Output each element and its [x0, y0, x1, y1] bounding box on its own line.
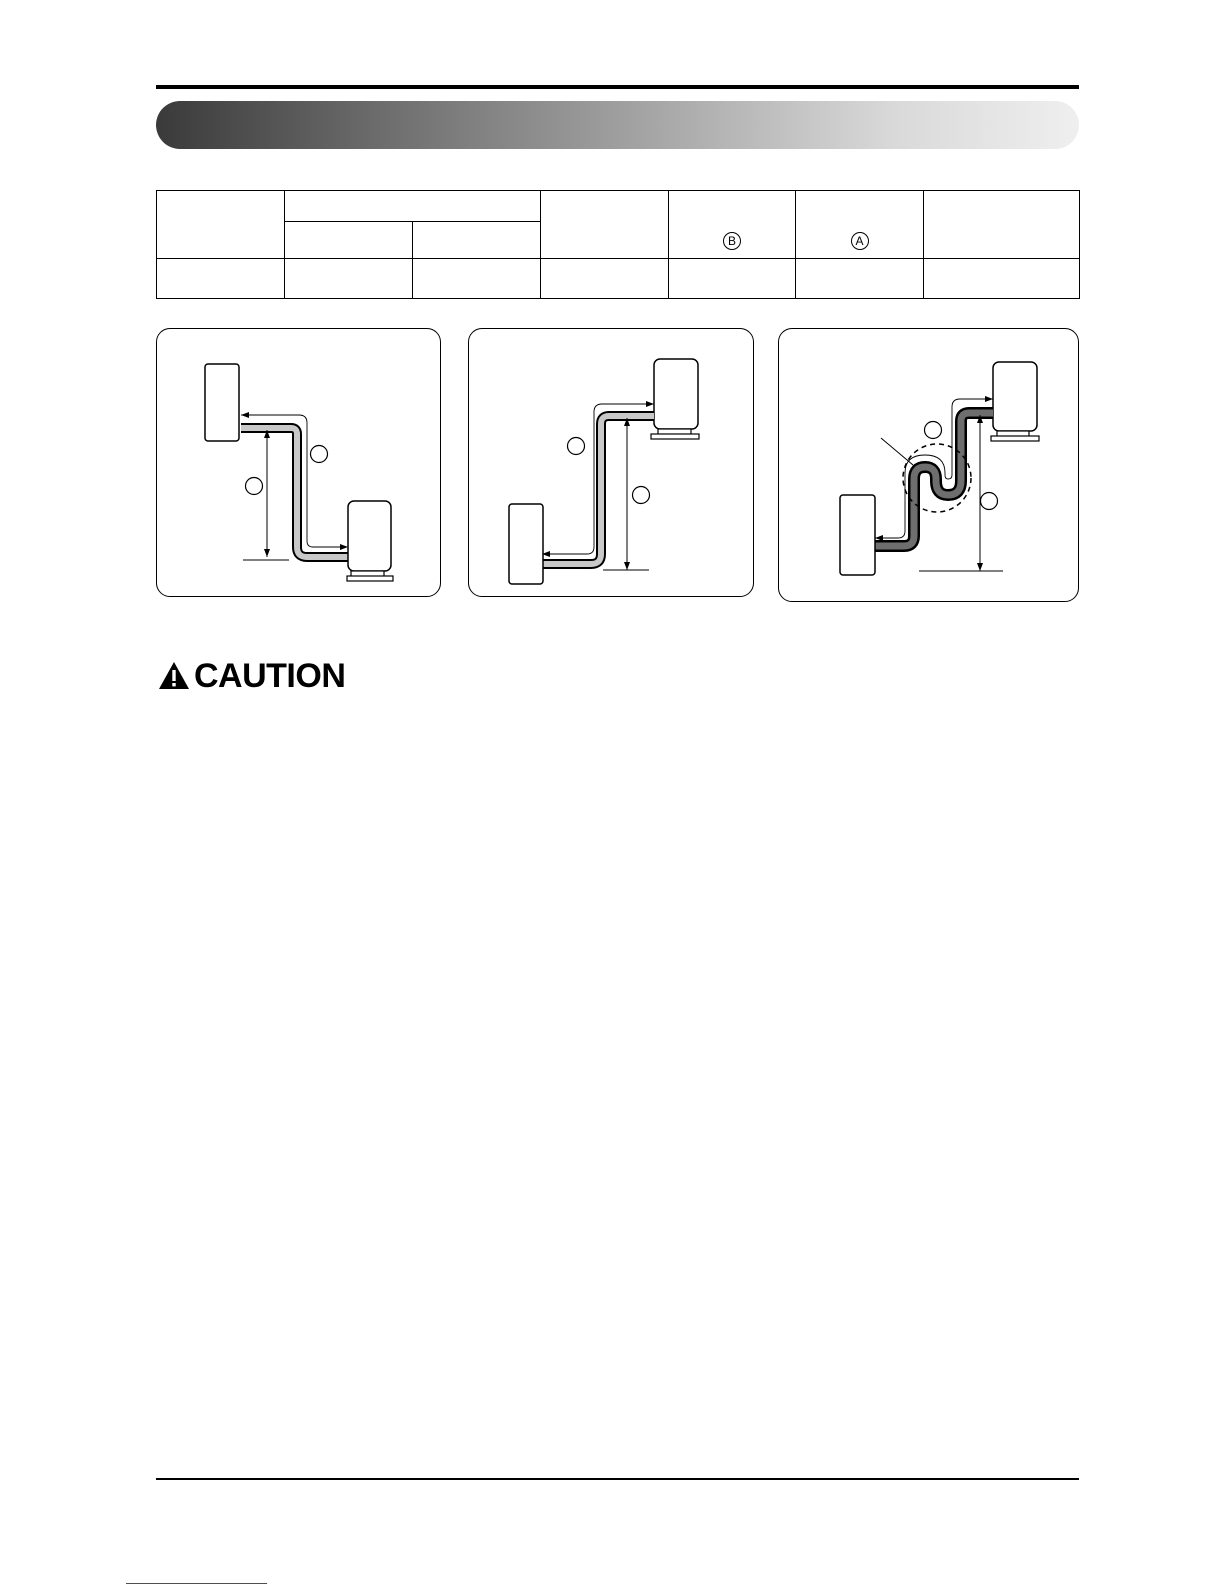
oil-trap-leader — [881, 438, 913, 465]
circle-marker — [246, 478, 263, 495]
table-cell — [285, 259, 413, 299]
table-header-cell — [541, 191, 669, 259]
caution-heading — [158, 656, 345, 696]
diagram-outdoor-above-indoor — [468, 328, 754, 597]
diagram-oil-trap — [778, 328, 1079, 602]
circle-marker — [925, 422, 942, 439]
table-header-cell — [796, 191, 924, 259]
indoor-unit — [509, 504, 543, 584]
circle-marker — [981, 493, 998, 510]
outdoor-unit — [654, 359, 698, 429]
outdoor-unit — [348, 501, 391, 571]
circle-marker — [311, 446, 328, 463]
indoor-unit — [205, 364, 239, 441]
outdoor-unit — [993, 362, 1037, 431]
table-cell — [541, 259, 669, 299]
bottom-rule — [156, 1478, 1079, 1480]
table-row — [157, 259, 1080, 299]
caution-label: CAUTION — [194, 656, 346, 695]
table-header-cell — [157, 191, 285, 259]
table-cell — [924, 259, 1080, 299]
circle-marker — [568, 438, 585, 455]
table-header-cell — [285, 191, 541, 222]
diagram-indoor-above-outdoor — [156, 328, 441, 597]
table-cell — [157, 259, 285, 299]
warning-triangle-icon — [158, 661, 190, 691]
indoor-unit — [840, 495, 875, 575]
table-subheader-cell — [285, 222, 413, 259]
table-cell — [796, 259, 924, 299]
circle-marker — [633, 487, 650, 504]
table-header-cell — [669, 191, 796, 259]
table-header-cell — [924, 191, 1080, 259]
top-rule — [156, 85, 1079, 89]
section-banner — [156, 101, 1079, 149]
circle-label-b: B — [723, 232, 741, 250]
footer-link-underline[interactable] — [126, 1582, 267, 1584]
table-subheader-cell — [413, 222, 541, 259]
table-cell — [413, 259, 541, 299]
spec-table — [156, 190, 1080, 299]
table-cell — [669, 259, 796, 299]
circle-label-a: A — [851, 232, 869, 250]
